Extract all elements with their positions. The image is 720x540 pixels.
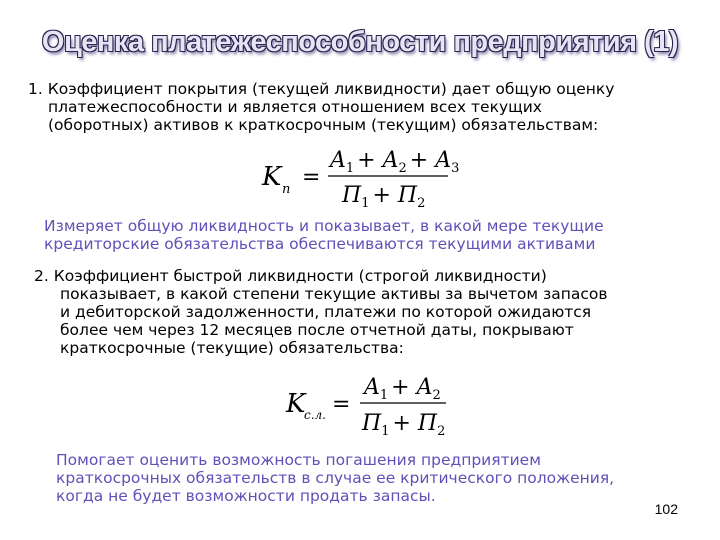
item-2-line-5: краткосрочные (текущие) обязательства: [60, 339, 404, 357]
note-1-line-2: кредиторские обязательства обеспечиваются текущими активами [44, 235, 596, 253]
item-1-line-3: (оборотных) активов к краткосрочным (текущим) обязательствам: [48, 116, 599, 134]
slide-title: Оценка платежеспособности предприятия (1) [41, 26, 679, 58]
formula-1-denominator: $П_1 + П_2$ [342, 183, 426, 211]
formula-2-equals: = [332, 392, 351, 417]
item-2-line-4: более чем через 12 месяцев после отчетной даты, покрывают [60, 321, 574, 339]
item-2-line-3: и дебиторской задолженности, платежи по которой ожидаются [60, 303, 592, 321]
note-2-line-3: когда не будет возможности продать запасы. [56, 487, 436, 505]
page-number: 102 [654, 501, 678, 517]
item-1-paragraph [28, 80, 614, 134]
item-2-paragraph [34, 267, 608, 357]
current-ratio-formula [258, 142, 458, 216]
note-2-line-1: Помогает оценить возможность погашения предприятием [56, 451, 541, 469]
item-2-line-1: 2. Коэффициент быстрой ликвидности (строгой ликвидности) [34, 267, 547, 285]
formula-1-equals: = [302, 165, 321, 190]
note-1-line-1: Измеряет общую ликвидность и показывает, в какой мере текущие [44, 217, 604, 235]
note-1 [44, 217, 604, 253]
quick-ratio-formula [282, 368, 462, 444]
formula-1-lhs: K [262, 162, 282, 192]
formula-1-numerator: $A_1 + A_2 + A_3$ [330, 148, 460, 176]
formula-2-lhs: K [286, 389, 306, 419]
note-2 [56, 451, 614, 505]
formula-2-lhs-sub: с.л. [304, 408, 326, 422]
note-2-line-2: краткосрочных обязательств в случае ее критического положения, [56, 469, 615, 487]
item-1-line-2: платежеспособности и является отношением всех текущих [48, 98, 542, 116]
formula-2-denominator: $П_1 + П_2$ [362, 411, 446, 439]
item-2-line-2: показывает, в какой степени текущие активы за вычетом запасов [60, 285, 608, 303]
formula-1-lhs-sub: п [282, 182, 291, 197]
formula-2-numerator: $A_1 + A_2$ [364, 375, 441, 403]
item-1-line-1: 1. Коэффициент покрытия (текущей ликвидности) дает общую оценку [28, 80, 615, 98]
